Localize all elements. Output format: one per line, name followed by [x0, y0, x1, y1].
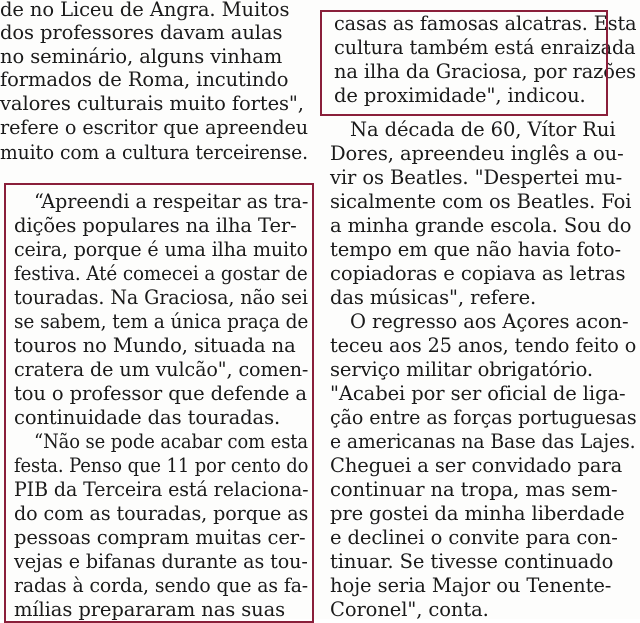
- right-line-6: Dores, apreendeu inglês a ou-: [330, 142, 624, 165]
- right-line-8: sicalmente com os Beatles. Foi: [330, 190, 632, 213]
- left-line-13: se sabem, tem a única praça de: [14, 310, 309, 333]
- left-line-17: continuidade das touradas.: [14, 406, 281, 429]
- left-line-12: touradas. Na Graciosa, não sei: [14, 286, 308, 309]
- left-line-10: ceira, porque é uma ilha muito: [14, 238, 308, 261]
- right-line-25: Coronel", conta.: [330, 598, 489, 621]
- left-line-2: dos professores davam aulas: [0, 21, 283, 44]
- right-line-7: vir os Beatles. "Despertei mu-: [330, 166, 623, 189]
- left-line-8: “Apreendi a respeitar as tra-: [34, 190, 309, 213]
- right-line-2: cultura também está enraizada: [334, 36, 636, 59]
- right-line-14: teceu aos 25 anos, tendo feito o: [330, 334, 637, 357]
- right-line-24: hoje seria Major ou Tenente-: [330, 574, 612, 597]
- right-line-4: de proximidade", indicou.: [334, 84, 586, 107]
- left-line-19: festa. Penso que 11 por cento do: [14, 454, 309, 477]
- left-line-7: muito com a cultura terceirense.: [0, 141, 309, 164]
- left-line-20: PIB da Terceira está relaciona-: [14, 478, 309, 501]
- left-line-15: cratera de um vulcão", comen-: [14, 358, 309, 381]
- right-line-11: copiadoras e copiava as letras: [330, 262, 626, 285]
- right-line-10: tempo em que não havia foto-: [330, 238, 622, 261]
- right-line-22: e declinei o convite para con-: [330, 526, 618, 549]
- left-line-4: formados de Roma, incutindo: [0, 68, 289, 91]
- right-line-9: a minha grande escola. Sou do: [330, 214, 632, 237]
- right-line-23: tinuar. Se tivesse continuado: [330, 550, 614, 573]
- right-line-16: "Acabei por ser oficial de liga-: [330, 382, 626, 405]
- right-line-18: e americanas na Base das Lajes.: [330, 430, 636, 453]
- left-line-23: vejas e bifanas durante as tou-: [14, 550, 308, 573]
- left-line-18: “Não se pode acabar com esta: [34, 430, 309, 453]
- left-line-5: valores culturais muito fortes",: [0, 92, 304, 115]
- right-line-15: serviço militar obrigatório.: [330, 358, 593, 381]
- right-line-21: pre gostei da minha liberdade: [330, 502, 625, 525]
- left-line-3: no seminário, alguns vinham: [0, 45, 283, 68]
- right-line-1: casas as famosas alcatras. Esta: [334, 12, 637, 35]
- left-line-6: refere o escritor que apreendeu: [0, 116, 309, 139]
- right-line-13: O regresso aos Açores acon-: [350, 310, 629, 333]
- right-line-17: ção entre as forças portuguesas: [330, 406, 637, 429]
- right-line-3: na ilha da Graciosa, por razões: [334, 60, 637, 83]
- left-line-25: mílias prepararam nas suas: [14, 598, 286, 621]
- right-line-20: continuar na tropa, mas sem-: [330, 478, 618, 501]
- left-line-24: radas à corda, sendo que as fa-: [14, 574, 309, 597]
- right-line-19: Cheguei a ser convidado para: [330, 454, 623, 477]
- left-line-21: do com as touradas, porque as: [14, 502, 309, 525]
- left-line-11: festiva. Até comecei a gostar de: [14, 262, 308, 285]
- left-line-16: tou o professor que defende a: [14, 382, 307, 405]
- right-line-5: Na década de 60, Vítor Rui: [350, 118, 616, 141]
- left-line-22: pessoas compram muitas cer-: [14, 526, 306, 549]
- left-line-14: touros no Mundo, situada na: [14, 334, 296, 357]
- left-line-9: dições populares na ilha Ter-: [14, 214, 297, 237]
- right-line-12: das músicas", refere.: [330, 286, 537, 309]
- left-line-1: de no Liceu de Angra. Muitos: [0, 0, 290, 21]
